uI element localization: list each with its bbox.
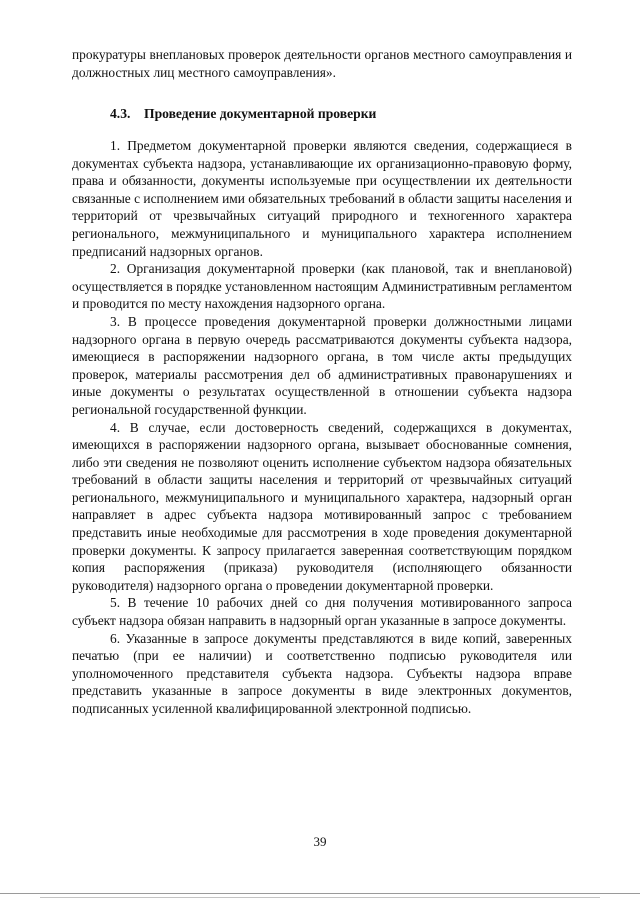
paragraph-3: 3. В процессе проведения документарной проверки должностными лицами надзорного органа в первую очередь рассматриваются документы субъекта надзора, имеющиеся в распоряжении надзорного органа, в том числе акты предыдущих проверок, материалы рассмотрения дел об административных правонарушениях и иные документы о результатах осуществленной в отношении субъекта надзора региональной государственной функции. xyxy=(72,313,572,417)
section-heading xyxy=(110,106,376,122)
section-title: Проведение документарной проверки xyxy=(144,106,377,121)
section-number: 4.3. xyxy=(110,106,131,121)
scan-edge-line-secondary xyxy=(40,897,600,898)
paragraph-6: 6. Указанные в запросе документы представляются в виде копий, заверенных печатью (при ее наличии) и соответственно подписью руководителя или уполномоченного представителя субъекта надзора. Субъекты надзора вправе представить указанные в запросе документы в виде электронных документов, подписанных усиленной квалифицированной электронной подписью. xyxy=(72,630,572,716)
paragraph-5: 5. В течение 10 рабочих дней со дня получения мотивированного запроса субъект надзора обязан направить в надзорный орган указанные в запросе документы. xyxy=(72,595,572,629)
intro-paragraph: прокуратуры внеплановых проверок деятельности органов местного самоуправления и должностных лиц местного самоуправления». xyxy=(72,47,572,80)
page-number: 39 xyxy=(313,834,327,849)
paragraph-2: 2. Организация документарной проверки (как плановой, так и внеплановой) осуществляется в порядке установленном настоящим Административным регламентом и проводится по месту нахождения надзорного органа. xyxy=(72,261,572,312)
section-body xyxy=(72,137,572,718)
paragraph-1: 1. Предметом документарной проверки являются сведения, содержащиеся в документах субъекта надзора, устанавливающие их организационно-правовую форму, права и обязанности, документы используемые при осуществлении их деятельности связанные с исполнением ими обязательных требований в области защиты населения и территорий от чрезвычайных ситуаций природного и техногенного характера регионального, межмуниципального и муниципального характера исполнением предписаний надзорных органов. xyxy=(72,138,572,259)
paragraph-4: 4. В случае, если достоверность сведений, содержащихся в документах, имеющихся в распоряжении надзорного органа, вызывает обоснованные сомнения, либо эти сведения не позволяют оценить исполнение субъектом надзора обязательных требований в области защиты населения и территорий от чрезвычайных ситуаций регионального, межмуниципального и муниципального характера, надзорный орган направляет в адрес субъекта надзора мотивированный запрос с требованием представить иные необходимые для рассмотрения в ходе проведения документарной проверки документы. К запросу прилагается заверенная соответствующим порядком копия распоряжения (приказа) руководителя (исполняющего обязанности руководителя) надзорного органа о проведении документарной проверки. xyxy=(72,419,572,593)
scan-edge-line xyxy=(0,893,640,894)
